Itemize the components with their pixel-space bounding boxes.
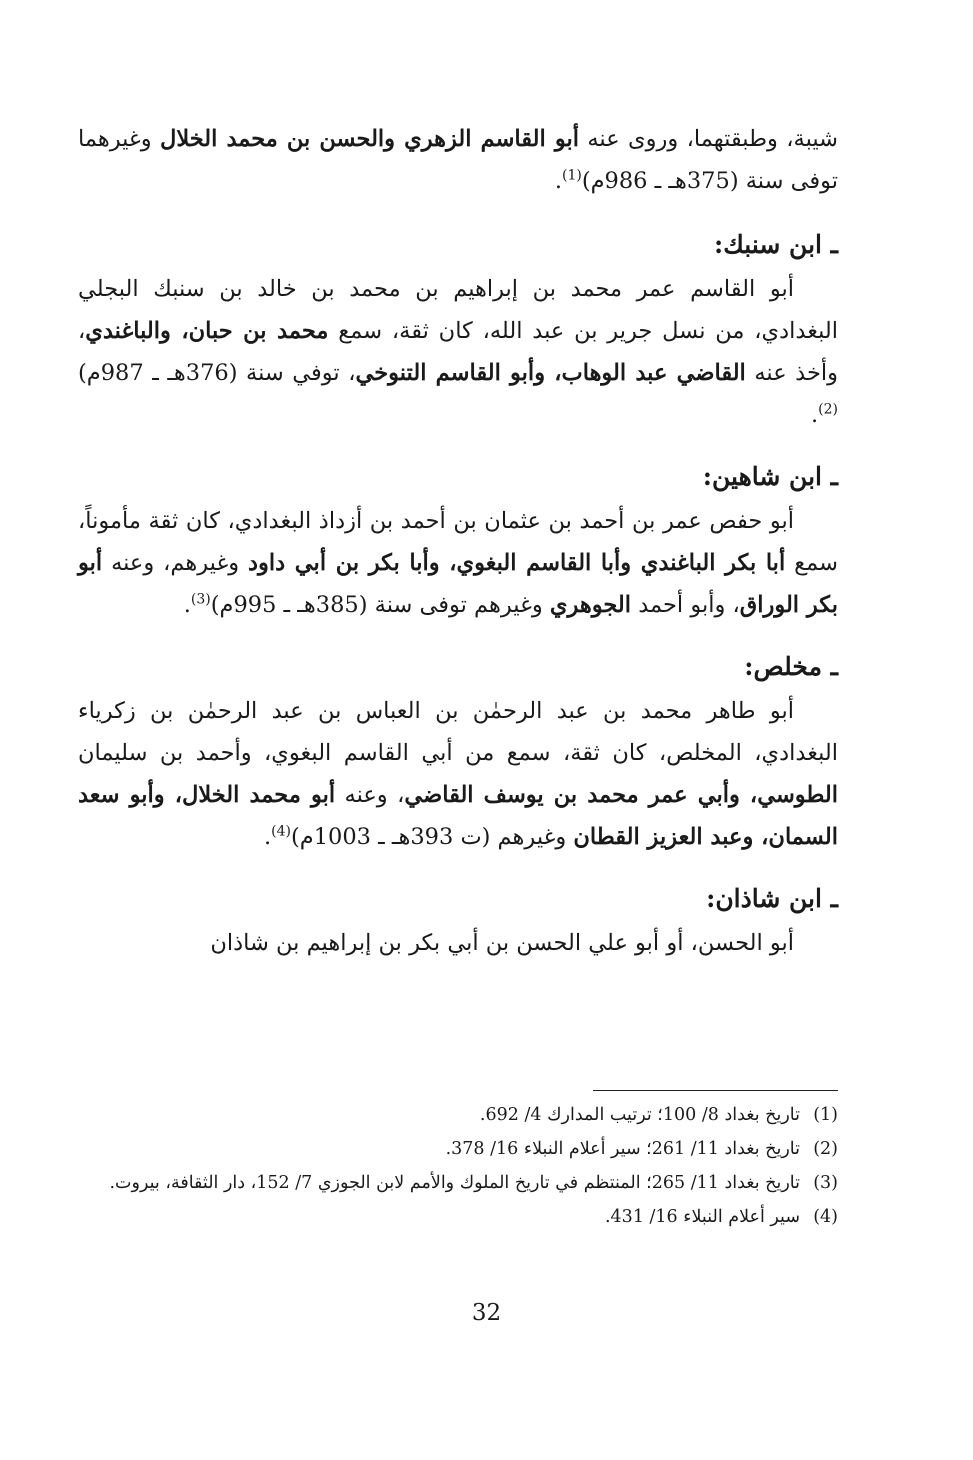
text: وغيرهم (ت 393هـ ـ 1003م) xyxy=(291,824,574,850)
section-body xyxy=(78,922,838,964)
footnote-ref-3[interactable]: (3) xyxy=(190,591,211,608)
intro-paragraph xyxy=(78,118,838,202)
intro-date: وغيرهما توفى سنة (375هـ ـ 986م) xyxy=(78,126,838,194)
bold-names: الجوهري xyxy=(549,592,632,618)
text: أبو حفص عمر بن أحمد بن عثمان بن أحمد بن أزداذ البغدادي، كان ثقة مأموناً، سمع xyxy=(78,508,838,576)
section-body xyxy=(78,500,838,626)
section-mukhlis xyxy=(78,644,838,858)
intro-text: شيبة، وطبقتهما، وروى عنه xyxy=(578,126,838,152)
footnote-text: سير أعلام النبلاء 16/ 431. xyxy=(604,1207,800,1227)
page-number: 32 xyxy=(471,1300,502,1326)
text: ، وأبو أحمد xyxy=(631,592,740,618)
period: . xyxy=(810,402,819,428)
footnote-item xyxy=(78,1202,838,1233)
text: أبو القاسم عمر محمد بن إبراهيم بن محمد بن خالد بن سنبك البجلي البغدادي، من نسل جرير بن عبد الله، كان ثقة، سمع xyxy=(78,276,838,344)
bold-names: أبا بكر الباغندي وأبا القاسم البغوي، وأبا بكر بن أبي داود xyxy=(248,550,786,576)
text: وغيرهم توفى سنة (385هـ ـ 995م) xyxy=(210,592,550,618)
period: . xyxy=(263,824,272,850)
section-ibn-sunbuk xyxy=(78,222,838,436)
footnote-divider xyxy=(593,1090,838,1091)
footnotes xyxy=(78,1100,838,1236)
footnote-ref-2[interactable]: (2) xyxy=(818,401,838,418)
text: ، توفي سنة (376هـ ـ 987م) xyxy=(78,360,356,386)
bold-names: محمد بن حبان، والباغندي xyxy=(85,318,329,344)
section-heading: ـ ابن شاذان: xyxy=(706,884,838,913)
text: ، وأخذ عنه xyxy=(78,318,839,386)
footnote-item xyxy=(78,1100,838,1131)
period: . xyxy=(554,168,562,194)
text: وغيرهم، وعنه xyxy=(102,550,249,576)
main-text xyxy=(78,118,838,982)
footnote-ref-1[interactable]: (1) xyxy=(561,167,582,184)
footnote-text: تاريخ بغداد 11/ 261؛ سير أعلام النبلاء 16/ 378. xyxy=(445,1139,800,1159)
text: ، وعنه xyxy=(335,782,405,808)
section-heading: ـ ابن شاهين: xyxy=(702,462,838,491)
footnote-number: (4) xyxy=(813,1207,838,1227)
bold-names: القاضي عبد الوهاب، وأبو القاسم التنوخي xyxy=(355,360,746,386)
text: أبو الحسن، أو أبو علي الحسن بن أبي بكر بن إبراهيم بن شاذان xyxy=(210,930,794,956)
section-body xyxy=(78,690,838,858)
bold-names: أبو محمد الخلال، وأبو سعد السمان، وعبد العزيز القطان xyxy=(78,782,838,850)
footnote-text: تاريخ بغداد 11/ 265؛ المنتظم في تاريخ الملوك والأمم لابن الجوزي 7/ 152، دار الثقافة، بيروت. xyxy=(109,1173,800,1193)
footnote-ref-4[interactable]: (4) xyxy=(271,823,291,840)
footnote-text: تاريخ بغداد 8/ 100؛ ترتيب المدارك 4/ 692. xyxy=(479,1105,800,1125)
footnote-item xyxy=(78,1168,838,1199)
period: . xyxy=(183,592,191,618)
section-heading: ـ ابن سنبك: xyxy=(714,230,838,259)
bold-names: الطوسي، وأبي عمر محمد بن يوسف القاضي xyxy=(404,782,838,808)
text: أبو طاهر محمد بن عبد الرحمٰن بن العباس بن عبد الرحمٰن بن زكرياء البغدادي، المخلص، كان ثقة، سمع من أبي القاسم البغوي، وأحمد بن سليمان xyxy=(78,698,838,766)
footnote-number: (3) xyxy=(813,1173,838,1193)
intro-bold-names: أبو القاسم الزهري والحسن بن محمد الخلال xyxy=(159,126,579,152)
footnote-item xyxy=(78,1134,838,1165)
section-ibn-shadhan xyxy=(78,876,838,964)
bold-names: أبو بكر الوراق xyxy=(78,550,838,618)
footnote-number: (1) xyxy=(813,1105,838,1125)
section-heading: ـ مخلص: xyxy=(744,652,838,681)
section-ibn-shahin xyxy=(78,454,838,626)
section-body xyxy=(78,268,838,436)
footnote-number: (2) xyxy=(813,1139,838,1159)
